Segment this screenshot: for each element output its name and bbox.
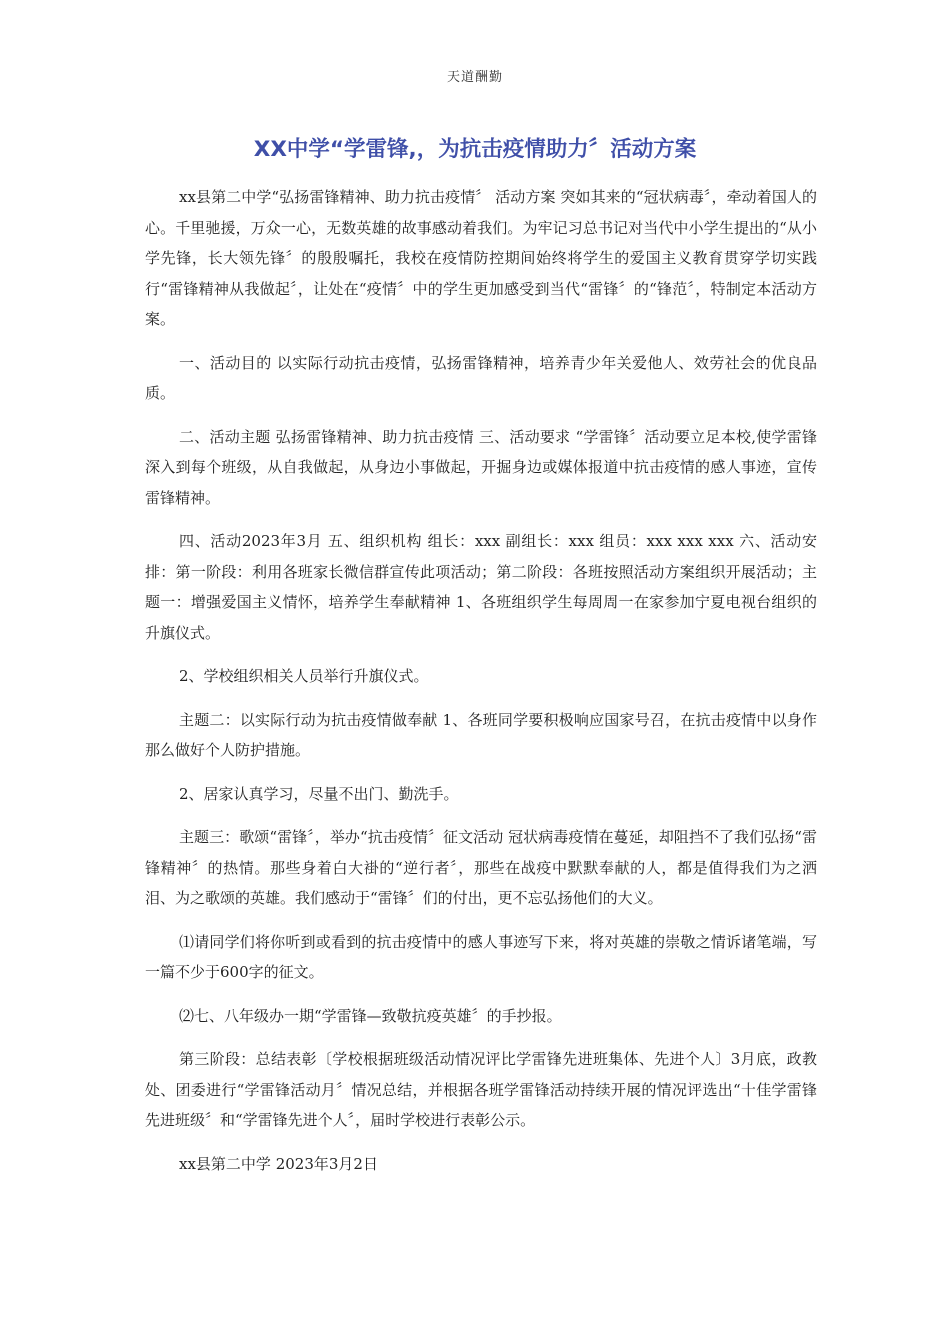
paragraph-stage-three: 第三阶段：总结表彰〔学校根据班级活动情况评比学雷锋先进班集体、先进个人〕3月底，政教处、团委进行“学雷锋活动月〞情况总结，并根据各班学雷锋活动持续开展的情况评选出“十佳学雷锋先进班级〞和“学雷锋先进个人〞，届时学校进行表彰公示。 xyxy=(145,1050,817,1129)
document-title: XX中学“学雷锋,，为抗击疫情助力〞活动方案 xyxy=(253,137,697,162)
paragraph-stay-home: 2、居家认真学习，尽量不出门、勤洗手。 xyxy=(179,784,459,803)
paragraph-schedule: 四、活动2023年3月 五、组织机构 组长：xxx 副组长：xxx 组员：xxx xxx xxx 六、活动安排：第一阶段：利用各班家长微信群宣传此项活动；第二阶段：各班按照活动方案组织开展活动；主题一：增强爱国主义情怀，培养学生奉献精神 1、各班组织学生每周周一在家参加宁夏电视台组织的升旗仪式。 xyxy=(145,532,817,642)
paragraph-purpose: 一、活动目的 以实际行动抗击疫情，弘扬雷锋精神，培养青少年关爱他人、效劳社会的优良品质。 xyxy=(145,353,817,402)
document-body xyxy=(145,182,817,1192)
paragraph-theme-requirements: 二、活动主题 弘扬雷锋精神、助力抗击疫情 三、活动要求 “学雷锋〞活动要立足本校,使学雷锋深入到每个班级，从自我做起，从身边小事做起，开掘身边或媒体报道中抗击疫情的感人事迹，宣传雷锋精神。 xyxy=(145,427,817,507)
page-header: 天道酬勤 xyxy=(446,70,503,85)
paragraph-essay: ⑴请同学们将你听到或看到的抗击疫情中的感人事迹写下来，将对英雄的崇敬之情诉诸笔端，写一篇不少于600字的征文。 xyxy=(145,932,817,981)
paragraph-intro: xx县第二中学“弘扬雷锋精神、助力抗击疫情〞 活动方案 突如其来的“冠状病毒〞，牵动着国人的心。千里驰援，万众一心，无数英雄的故事感动着我们。为牢记习总书记对当代中小学生提出的“从小学先锋，长大领先锋〞的殷殷嘱托，我校在疫情防控期间始终将学生的爱国主义教育贯穿学切实践行“雷锋精神从我做起〞，让处在“疫情〞中的学生更加感受到当代“雷锋〞的“锋范〞，特制定本活动方案。 xyxy=(145,188,817,328)
paragraph-signature-date: xx县第二中学 2023年3月2日 xyxy=(179,1154,378,1173)
paragraph-theme-three: 主题三：歌颂“雷锋〞，举办“抗击疫情〞征文活动 冠状病毒疫情在蔓延，却阻挡不了我们弘扬“雷锋精神〞的热情。那些身着白大褂的“逆行者〞，那些在战疫中默默奉献的人，都是值得我们为之洒泪、为之歌颂的英雄。我们感动于“雷锋〞们的付出，更不忘弘扬他们的大义。 xyxy=(145,828,817,907)
paragraph-theme-two: 主题二：以实际行动为抗击疫情做奉献 1、各班同学要积极响应国家号召，在抗击疫情中以身作那么做好个人防护措施。 xyxy=(145,710,817,759)
paragraph-handwritten-newspaper: ⑵七、八年级办一期“学雷锋—致敬抗疫英雄〞的手抄报。 xyxy=(179,1006,562,1025)
paragraph-flag-ceremony: 2、学校组织相关人员举行升旗仪式。 xyxy=(179,667,429,685)
